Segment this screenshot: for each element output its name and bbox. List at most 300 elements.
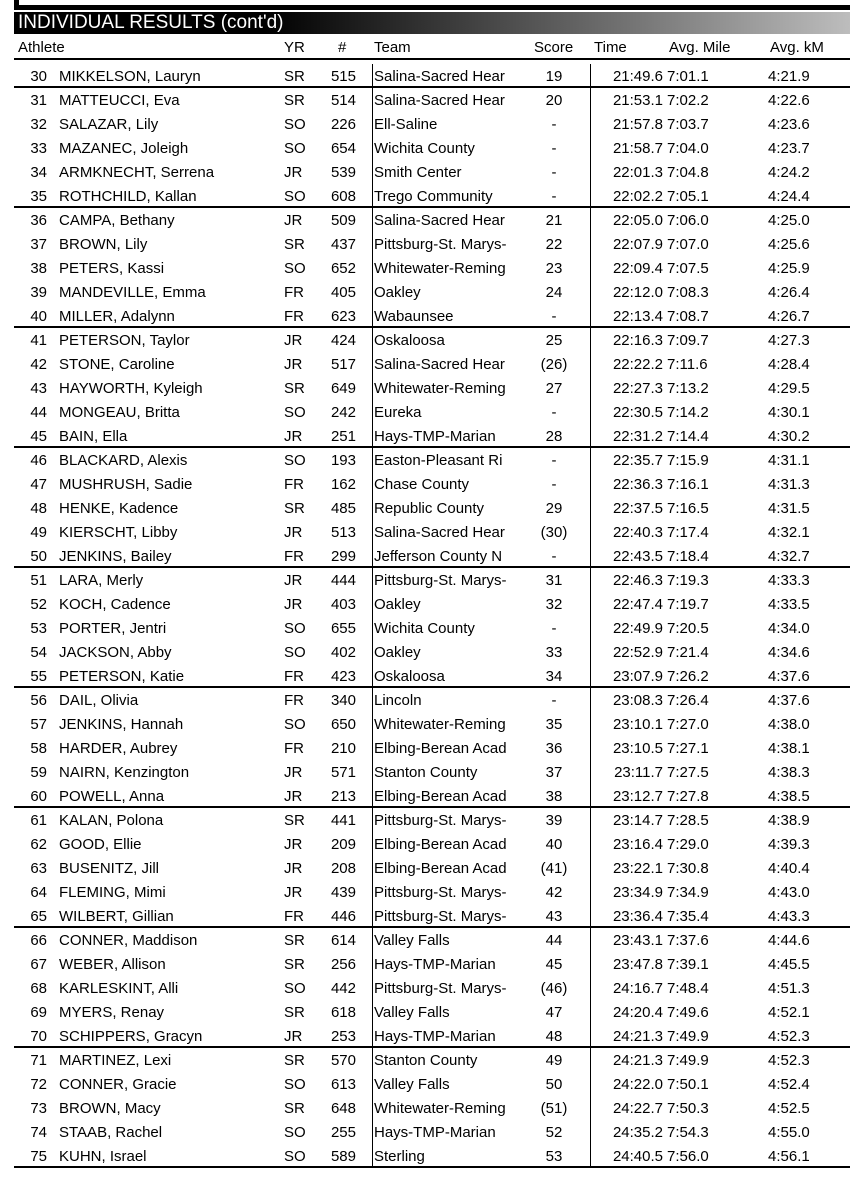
cell-avg-km: 4:56.1 (768, 1148, 810, 1165)
cell-avg-km: 4:52.3 (768, 1028, 810, 1045)
cell-place: 54 (30, 644, 47, 661)
cell-athlete-name: CONNER, Maddison (59, 932, 198, 949)
cell-place: 41 (30, 332, 47, 349)
cell-year: SO (284, 452, 306, 469)
cell-bib-number: 251 (330, 428, 356, 445)
cell-team: Wichita County (374, 620, 475, 637)
cell-place: 67 (30, 956, 47, 973)
cell-place: 63 (30, 860, 47, 877)
cell-avg-mile: 7:09.7 (667, 332, 709, 349)
table-row (14, 304, 850, 328)
cell-score: 28 (545, 428, 563, 445)
cell-avg-km: 4:32.1 (768, 524, 810, 541)
cell-place: 65 (30, 908, 47, 925)
cell-avg-mile: 7:56.0 (667, 1148, 709, 1165)
cell-score: 21 (545, 212, 563, 229)
cell-bib-number: 513 (330, 524, 356, 541)
cell-place: 37 (30, 236, 47, 253)
cell-score: 37 (545, 764, 563, 781)
cell-place: 55 (30, 668, 47, 685)
cell-year: SR (284, 68, 305, 85)
cell-team: Pittsburg-St. Marys- (374, 980, 507, 997)
cell-athlete-name: BROWN, Lily (59, 236, 148, 253)
cell-place: 50 (30, 548, 47, 565)
cell-avg-km: 4:31.5 (768, 500, 810, 517)
table-row (14, 736, 850, 760)
cell-athlete-name: NAIRN, Kenzington (59, 764, 190, 781)
cell-time: 23:08.3 (612, 692, 663, 709)
cell-year: JR (284, 356, 303, 373)
cell-score: 49 (545, 1052, 563, 1069)
table-row (14, 880, 850, 904)
cell-time: 22:12.0 (612, 284, 663, 301)
cell-avg-mile: 7:02.2 (667, 92, 709, 109)
cell-time: 23:16.4 (612, 836, 663, 853)
cell-avg-km: 4:34.0 (768, 620, 810, 637)
cell-bib-number: 424 (330, 332, 356, 349)
cell-year: JR (284, 572, 303, 589)
table-row (14, 952, 850, 976)
cell-time: 22:35.7 (612, 452, 663, 469)
table-row (14, 88, 850, 112)
cell-bib-number: 209 (330, 836, 356, 853)
header-yr: YR (284, 39, 305, 56)
cell-time: 24:35.2 (612, 1124, 663, 1141)
cell-avg-mile: 7:30.8 (667, 860, 709, 877)
cell-place: 38 (30, 260, 47, 277)
cell-avg-km: 4:23.6 (768, 116, 810, 133)
cell-bib-number: 442 (330, 980, 356, 997)
top-border (14, 0, 850, 10)
cell-avg-mile: 7:20.5 (667, 620, 709, 637)
cell-place: 61 (30, 812, 47, 829)
cell-place: 73 (30, 1100, 47, 1117)
cell-score: 25 (545, 332, 563, 349)
table-row (14, 832, 850, 856)
cell-score: - (551, 140, 557, 157)
cell-time: 22:05.0 (612, 212, 663, 229)
cell-bib-number: 162 (330, 476, 356, 493)
cell-year: SR (284, 92, 305, 109)
cell-score: 32 (545, 596, 563, 613)
cell-avg-km: 4:38.0 (768, 716, 810, 733)
cell-athlete-name: MARTINEZ, Lexi (59, 1052, 172, 1069)
cell-avg-mile: 7:16.5 (667, 500, 709, 517)
cell-bib-number: 439 (330, 884, 356, 901)
cell-team: Hays-TMP-Marian (374, 1124, 496, 1141)
cell-team: Whitewater-Reming (374, 260, 506, 277)
cell-time: 21:58.7 (612, 140, 663, 157)
header-team: Team (374, 39, 411, 56)
cell-year: SO (284, 1148, 306, 1165)
cell-team: Elbing-Berean Acad (374, 788, 507, 805)
cell-place: 71 (30, 1052, 47, 1069)
table-row (14, 472, 850, 496)
cell-team: Whitewater-Reming (374, 380, 506, 397)
cell-time: 22:52.9 (612, 644, 663, 661)
cell-time: 24:22.7 (612, 1100, 663, 1117)
section-title: INDIVIDUAL RESULTS (cont'd) (14, 12, 850, 34)
cell-avg-mile: 7:15.9 (667, 452, 709, 469)
cell-score: (41) (540, 860, 568, 877)
cell-team: Whitewater-Reming (374, 716, 506, 733)
cell-score: 36 (545, 740, 563, 757)
cell-avg-mile: 7:18.4 (667, 548, 709, 565)
cell-avg-km: 4:22.6 (768, 92, 810, 109)
cell-year: JR (284, 332, 303, 349)
cell-year: FR (284, 908, 304, 925)
cell-place: 58 (30, 740, 47, 757)
cell-year: FR (284, 740, 304, 757)
cell-time: 22:27.3 (612, 380, 663, 397)
cell-team: Valley Falls (374, 1076, 450, 1093)
cell-place: 53 (30, 620, 47, 637)
cell-avg-mile: 7:27.8 (667, 788, 709, 805)
table-row (14, 760, 850, 784)
cell-place: 39 (30, 284, 47, 301)
cell-year: SO (284, 716, 306, 733)
cell-athlete-name: WILBERT, Gillian (59, 908, 174, 925)
cell-avg-mile: 7:26.4 (667, 692, 709, 709)
cell-bib-number: 539 (330, 164, 356, 181)
cell-bib-number: 402 (330, 644, 356, 661)
cell-score: 19 (545, 68, 563, 85)
cell-place: 33 (30, 140, 47, 157)
cell-year: SO (284, 140, 306, 157)
cell-avg-mile: 7:54.3 (667, 1124, 709, 1141)
cell-place: 60 (30, 788, 47, 805)
cell-team: Whitewater-Reming (374, 1100, 506, 1117)
cell-place: 46 (30, 452, 47, 469)
header-time: Time (594, 39, 627, 56)
cell-athlete-name: BUSENITZ, Jill (59, 860, 160, 877)
cell-year: SO (284, 116, 306, 133)
cell-time: 24:21.3 (612, 1052, 663, 1069)
table-row (14, 976, 850, 1000)
cell-bib-number: 608 (330, 188, 356, 205)
cell-team: Chase County (374, 476, 470, 493)
table-row (14, 1144, 850, 1168)
cell-score: 34 (545, 668, 563, 685)
cell-year: FR (284, 692, 304, 709)
cell-bib-number: 242 (330, 404, 356, 421)
cell-avg-km: 4:43.3 (768, 908, 810, 925)
cell-athlete-name: GOOD, Ellie (59, 836, 142, 853)
cell-place: 34 (30, 164, 47, 181)
cell-team: Hays-TMP-Marian (374, 1028, 496, 1045)
cell-bib-number: 485 (330, 500, 356, 517)
cell-place: 35 (30, 188, 47, 205)
cell-year: SO (284, 620, 306, 637)
cell-year: SR (284, 932, 305, 949)
table-row (14, 616, 850, 640)
cell-athlete-name: STAAB, Rachel (59, 1124, 163, 1141)
table-row (14, 544, 850, 568)
cell-time: 24:40.5 (612, 1148, 663, 1165)
cell-avg-km: 4:55.0 (768, 1124, 810, 1141)
table-row (14, 592, 850, 616)
cell-avg-mile: 7:07.0 (667, 236, 709, 253)
cell-place: 57 (30, 716, 47, 733)
cell-athlete-name: CAMPA, Bethany (59, 212, 175, 229)
table-row (14, 1024, 850, 1048)
table-row (14, 232, 850, 256)
table-row (14, 1120, 850, 1144)
cell-score: - (551, 452, 557, 469)
cell-place: 30 (30, 68, 47, 85)
cell-avg-mile: 7:34.9 (667, 884, 709, 901)
cell-score: 31 (545, 572, 563, 589)
cell-bib-number: 226 (330, 116, 356, 133)
cell-athlete-name: PETERSON, Katie (59, 668, 185, 685)
cell-bib-number: 648 (330, 1100, 356, 1117)
cell-place: 74 (30, 1124, 47, 1141)
cell-athlete-name: KIERSCHT, Libby (59, 524, 178, 541)
cell-score: 44 (545, 932, 563, 949)
cell-athlete-name: PORTER, Jentri (59, 620, 167, 637)
cell-athlete-name: MATTEUCCI, Eva (59, 92, 180, 109)
cell-bib-number: 255 (330, 1124, 356, 1141)
table-row (14, 568, 850, 592)
cell-team: Pittsburg-St. Marys- (374, 572, 507, 589)
cell-avg-mile: 7:05.1 (667, 188, 709, 205)
cell-avg-km: 4:24.2 (768, 164, 810, 181)
cell-team: Salina-Sacred Hear (374, 356, 505, 373)
cell-time: 23:36.4 (612, 908, 663, 925)
cell-team: Elbing-Berean Acad (374, 860, 507, 877)
cell-year: JR (284, 764, 303, 781)
table-row (14, 112, 850, 136)
cell-score: 39 (545, 812, 563, 829)
cell-avg-km: 4:21.9 (768, 68, 810, 85)
table-row (14, 640, 850, 664)
cell-avg-mile: 7:03.7 (667, 116, 709, 133)
cell-place: 45 (30, 428, 47, 445)
cell-avg-km: 4:32.7 (768, 548, 810, 565)
cell-avg-km: 4:31.1 (768, 452, 810, 469)
cell-avg-km: 4:52.1 (768, 1004, 810, 1021)
cell-place: 31 (30, 92, 47, 109)
cell-place: 68 (30, 980, 47, 997)
cell-time: 24:20.4 (612, 1004, 663, 1021)
cell-year: JR (284, 524, 303, 541)
cell-place: 44 (30, 404, 47, 421)
cell-athlete-name: BLACKARD, Alexis (59, 452, 188, 469)
cell-avg-km: 4:28.4 (768, 356, 810, 373)
cell-athlete-name: MANDEVILLE, Emma (59, 284, 206, 301)
cell-athlete-name: BROWN, Macy (59, 1100, 161, 1117)
table-row (14, 808, 850, 832)
cell-time: 22:37.5 (612, 500, 663, 517)
cell-team: Salina-Sacred Hear (374, 524, 505, 541)
cell-avg-km: 4:25.6 (768, 236, 810, 253)
cell-time: 22:07.9 (612, 236, 663, 253)
cell-athlete-name: SCHIPPERS, Gracyn (59, 1028, 203, 1045)
cell-time: 21:49.6 (612, 68, 663, 85)
cell-athlete-name: POWELL, Anna (59, 788, 165, 805)
cell-time: 23:07.9 (612, 668, 663, 685)
cell-year: SO (284, 260, 306, 277)
cell-avg-km: 4:24.4 (768, 188, 810, 205)
cell-bib-number: 193 (330, 452, 356, 469)
cell-score: - (551, 164, 557, 181)
cell-time: 22:49.9 (612, 620, 663, 637)
cell-place: 72 (30, 1076, 47, 1093)
cell-team: Oakley (374, 644, 421, 661)
cell-place: 49 (30, 524, 47, 541)
cell-avg-mile: 7:07.5 (667, 260, 709, 277)
cell-team: Elbing-Berean Acad (374, 740, 507, 757)
cell-avg-mile: 7:37.6 (667, 932, 709, 949)
cell-athlete-name: CONNER, Gracie (59, 1076, 177, 1093)
cell-time: 23:43.1 (612, 932, 663, 949)
cell-year: JR (284, 860, 303, 877)
cell-bib-number: 208 (330, 860, 356, 877)
cell-score: 52 (545, 1124, 563, 1141)
cell-score: - (551, 188, 557, 205)
table-row (14, 904, 850, 928)
cell-score: 23 (545, 260, 563, 277)
cell-score: 38 (545, 788, 563, 805)
table-row (14, 64, 850, 88)
cell-bib-number: 299 (330, 548, 356, 565)
cell-year: JR (284, 212, 303, 229)
cell-avg-km: 4:51.3 (768, 980, 810, 997)
cell-score: 35 (545, 716, 563, 733)
cell-score: - (551, 404, 557, 421)
table-row (14, 376, 850, 400)
cell-score: 45 (545, 956, 563, 973)
cell-score: 53 (545, 1148, 563, 1165)
cell-team: Hays-TMP-Marian (374, 956, 496, 973)
cell-avg-km: 4:23.7 (768, 140, 810, 157)
cell-score: - (551, 116, 557, 133)
cell-score: 40 (545, 836, 563, 853)
cell-bib-number: 649 (330, 380, 356, 397)
cell-bib-number: 437 (330, 236, 356, 253)
cell-place: 62 (30, 836, 47, 853)
cell-score: (51) (540, 1100, 568, 1117)
cell-year: SR (284, 380, 305, 397)
team-column-divider (372, 64, 373, 1168)
cell-team: Oakley (374, 596, 421, 613)
cell-avg-mile: 7:19.7 (667, 596, 709, 613)
cell-avg-km: 4:52.4 (768, 1076, 810, 1093)
cell-bib-number: 618 (330, 1004, 356, 1021)
cell-avg-km: 4:43.0 (768, 884, 810, 901)
cell-place: 66 (30, 932, 47, 949)
cell-team: Trego Community (374, 188, 493, 205)
cell-athlete-name: JENKINS, Bailey (59, 548, 172, 565)
cell-avg-km: 4:26.4 (768, 284, 810, 301)
cell-athlete-name: KALAN, Polona (59, 812, 164, 829)
cell-bib-number: 253 (330, 1028, 356, 1045)
cell-avg-km: 4:37.6 (768, 692, 810, 709)
cell-team: Hays-TMP-Marian (374, 428, 496, 445)
cell-bib-number: 571 (330, 764, 356, 781)
cell-bib-number: 623 (330, 308, 356, 325)
cell-athlete-name: DAIL, Olivia (59, 692, 139, 709)
cell-avg-mile: 7:49.9 (667, 1052, 709, 1069)
table-row (14, 664, 850, 688)
cell-year: JR (284, 788, 303, 805)
cell-avg-km: 4:33.5 (768, 596, 810, 613)
cell-avg-km: 4:40.4 (768, 860, 810, 877)
cell-score: 29 (545, 500, 563, 517)
cell-place: 70 (30, 1028, 47, 1045)
cell-avg-mile: 7:04.8 (667, 164, 709, 181)
cell-score: 50 (545, 1076, 563, 1093)
cell-time: 22:40.3 (612, 524, 663, 541)
table-row (14, 856, 850, 880)
cell-place: 64 (30, 884, 47, 901)
cell-avg-km: 4:52.5 (768, 1100, 810, 1117)
cell-time: 22:47.4 (612, 596, 663, 613)
cell-bib-number: 614 (330, 932, 356, 949)
cell-time: 22:22.2 (612, 356, 663, 373)
table-row (14, 352, 850, 376)
cell-avg-km: 4:44.6 (768, 932, 810, 949)
cell-time: 23:34.9 (612, 884, 663, 901)
cell-avg-km: 4:52.3 (768, 1052, 810, 1069)
cell-team: Eureka (374, 404, 422, 421)
cell-avg-mile: 7:27.1 (667, 740, 709, 757)
cell-athlete-name: MONGEAU, Britta (59, 404, 180, 421)
cell-avg-mile: 7:01.1 (667, 68, 709, 85)
cell-athlete-name: FLEMING, Mimi (59, 884, 166, 901)
cell-athlete-name: KUHN, Israel (59, 1148, 147, 1165)
cell-score: - (551, 692, 557, 709)
header-score: Score (534, 39, 574, 56)
cell-time: 22:31.2 (612, 428, 663, 445)
cell-athlete-name: PETERS, Kassi (59, 260, 165, 277)
cell-avg-km: 4:38.3 (768, 764, 810, 781)
cell-team: Ell-Saline (374, 116, 438, 133)
table-row (14, 928, 850, 952)
cell-time: 21:57.8 (612, 116, 663, 133)
cell-avg-mile: 7:17.4 (667, 524, 709, 541)
cell-athlete-name: MIKKELSON, Lauryn (59, 68, 201, 85)
cell-score: - (551, 548, 557, 565)
header-bib: # (338, 39, 347, 56)
cell-score: - (551, 620, 557, 637)
cell-athlete-name: HAYWORTH, Kyleigh (59, 380, 203, 397)
cell-place: 51 (30, 572, 47, 589)
cell-athlete-name: MAZANEC, Joleigh (59, 140, 189, 157)
cell-avg-mile: 7:27.0 (667, 716, 709, 733)
cell-avg-mile: 7:21.4 (667, 644, 709, 661)
cell-year: JR (284, 596, 303, 613)
cell-team: Oskaloosa (374, 668, 445, 685)
cell-avg-mile: 7:29.0 (667, 836, 709, 853)
cell-bib-number: 654 (330, 140, 356, 157)
cell-score: 27 (545, 380, 563, 397)
cell-bib-number: 441 (330, 812, 356, 829)
cell-bib-number: 340 (330, 692, 356, 709)
cell-year: SR (284, 1004, 305, 1021)
cell-year: SR (284, 500, 305, 517)
cell-year: SO (284, 980, 306, 997)
cell-athlete-name: SALAZAR, Lily (59, 116, 159, 133)
cell-bib-number: 652 (330, 260, 356, 277)
cell-bib-number: 213 (330, 788, 356, 805)
cell-team: Lincoln (374, 692, 422, 709)
cell-bib-number: 444 (330, 572, 356, 589)
cell-place: 43 (30, 380, 47, 397)
cell-time: 23:11.7 (614, 764, 663, 781)
cell-time: 24:21.3 (612, 1028, 663, 1045)
cell-avg-km: 4:33.3 (768, 572, 810, 589)
